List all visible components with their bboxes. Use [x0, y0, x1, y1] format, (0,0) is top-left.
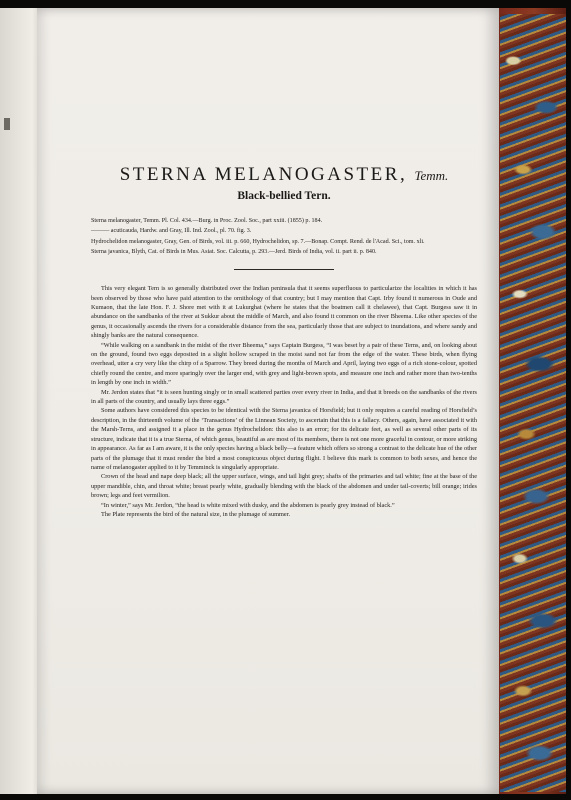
paragraph: Mr. Jerdon states that “it is seen hunting singly or in small scattered parties over every river in India, and that it breeds on the sandbanks of the rivers in all parts of the country, and usually lays three eggs.”	[91, 388, 477, 406]
species-authority: Temm.	[414, 168, 449, 183]
paragraph: Some authors have considered this species to be identical with the Sterna javanica of Horsfield; but it only requires a careful reading of Horsfield’s description, in the thirteenth volume of the ‘Transactions’ of the Linnean Society, to ascertain that this is a fallacy. Others, again, have associated it with the Marsh-Terns, and assigned it a place in the genus Hydrochelidon: this also is an error; for its delicate feet, as well as several other parts of its structure, indicate that it is a true Sterna, of which genus, beautiful as are most of its members, there is not one more graceful in contour, or more striking in appearance. As far as I am aware, it is the only species having a black belly—a feature which offers so strong a contrast to the delicate hue of the other parts of the plumage that it must render the bird a most conspicuous object during flight. I believe this mark is common to both sexes, and hence the name of melanogaster applied to it by Temminck is singularly appropriate.	[91, 407, 477, 471]
species-name: STERNA MELANOGASTER,	[119, 164, 408, 185]
paragraph: “In winter,” says Mr. Jerdon, “the head is white mixed with dusky, and the abdomen is pearly grey instead of black.”	[101, 501, 395, 509]
paragraph: This very elegant Tern is so generally distributed over the Indian peninsula that it seems superfluous to particularize the localities in which it has been observed by those who have paid attention to the ornithology of that country; but I may mention that Capt. Irby found it numerous in Oude and Kumaon, that the late Hon. F. J. Shore met with it at Lukurghat (where he states that the boatmen call it chelawee), that Capt. Burgess saw it in abundance on the sandbanks of the river at Sukkur about the middle of March, and also found it common on the river Bheema. Like other species of the genus, it occasionally ascends the rivers for a considerable distance from the sea, particularly those that are subject to inundations, and where sandy and shingly banks are the natural consequence.	[91, 285, 477, 340]
species-description	[91, 284, 477, 519]
section-divider	[234, 269, 334, 270]
common-name: Black-bellied Tern.	[237, 190, 331, 202]
paragraph: “While walking on a sandbank in the midst of the river Bheema,” says Captain Burgess, “I was beset by a pair of these Terns, and, on looking about on the ground, found two eggs deposited in a slight hollow scraped in the moist sand not far from the edge of the water. These birds, when flying overhead, utter a cry very like the chirp of a Sparrow. They breed during the months of March and April, laying two eggs of a rich stone-colour, spotted chiefly round the centre, and more sparingly over the larger end, with grey and light-brown spots, and measure one inch and rather more than two-tenths in length by one inch in width.”	[91, 341, 477, 387]
paragraph: Crown of the head and nape deep black; all the upper surface, wings, and tail light grey; shafts of the primaries and tail white; fine at the base of the upper mandible, chin, and throat white; breast pearly white, gradually blending with the black of the abdomen and under tail-coverts; bill orange; irides brown; legs and feet vermilion.	[91, 473, 477, 500]
species-title	[91, 164, 477, 186]
page-tab-mark	[4, 118, 10, 130]
synonymy-entry: Hydrochelidon melanogaster, Gray, Gen. of Birds, vol. iii. p. 660, Hydrochelidon, sp. 7.—Bonap. Compt. Rend. de l'Acad. Sci., tom. xli.	[91, 238, 425, 245]
synonymy-entry: Sterna javanica, Blyth, Cat. of Birds in Mus. Asiat. Soc. Calcutta, p. 293.—Jerd. Birds of India, vol. ii. part ii. p. 840.	[91, 248, 377, 255]
paragraph: The Plate represents the bird of the natural size, in the plumage of summer.	[101, 510, 291, 518]
page-content	[91, 136, 477, 519]
synonymy-list	[91, 216, 477, 257]
synonymy-entry: ——— acuticauda, Hardw. and Gray, Ill. Ind. Zool., pl. 70. fig. 3.	[91, 228, 252, 235]
marbled-endpaper	[500, 14, 566, 792]
synonymy-entry: Sterna melanogaster, Temm. Pl. Col. 434.—Burg. in Proc. Zool. Soc., part xxiii. (1855) p. 184.	[91, 218, 323, 224]
book-page	[37, 8, 499, 794]
